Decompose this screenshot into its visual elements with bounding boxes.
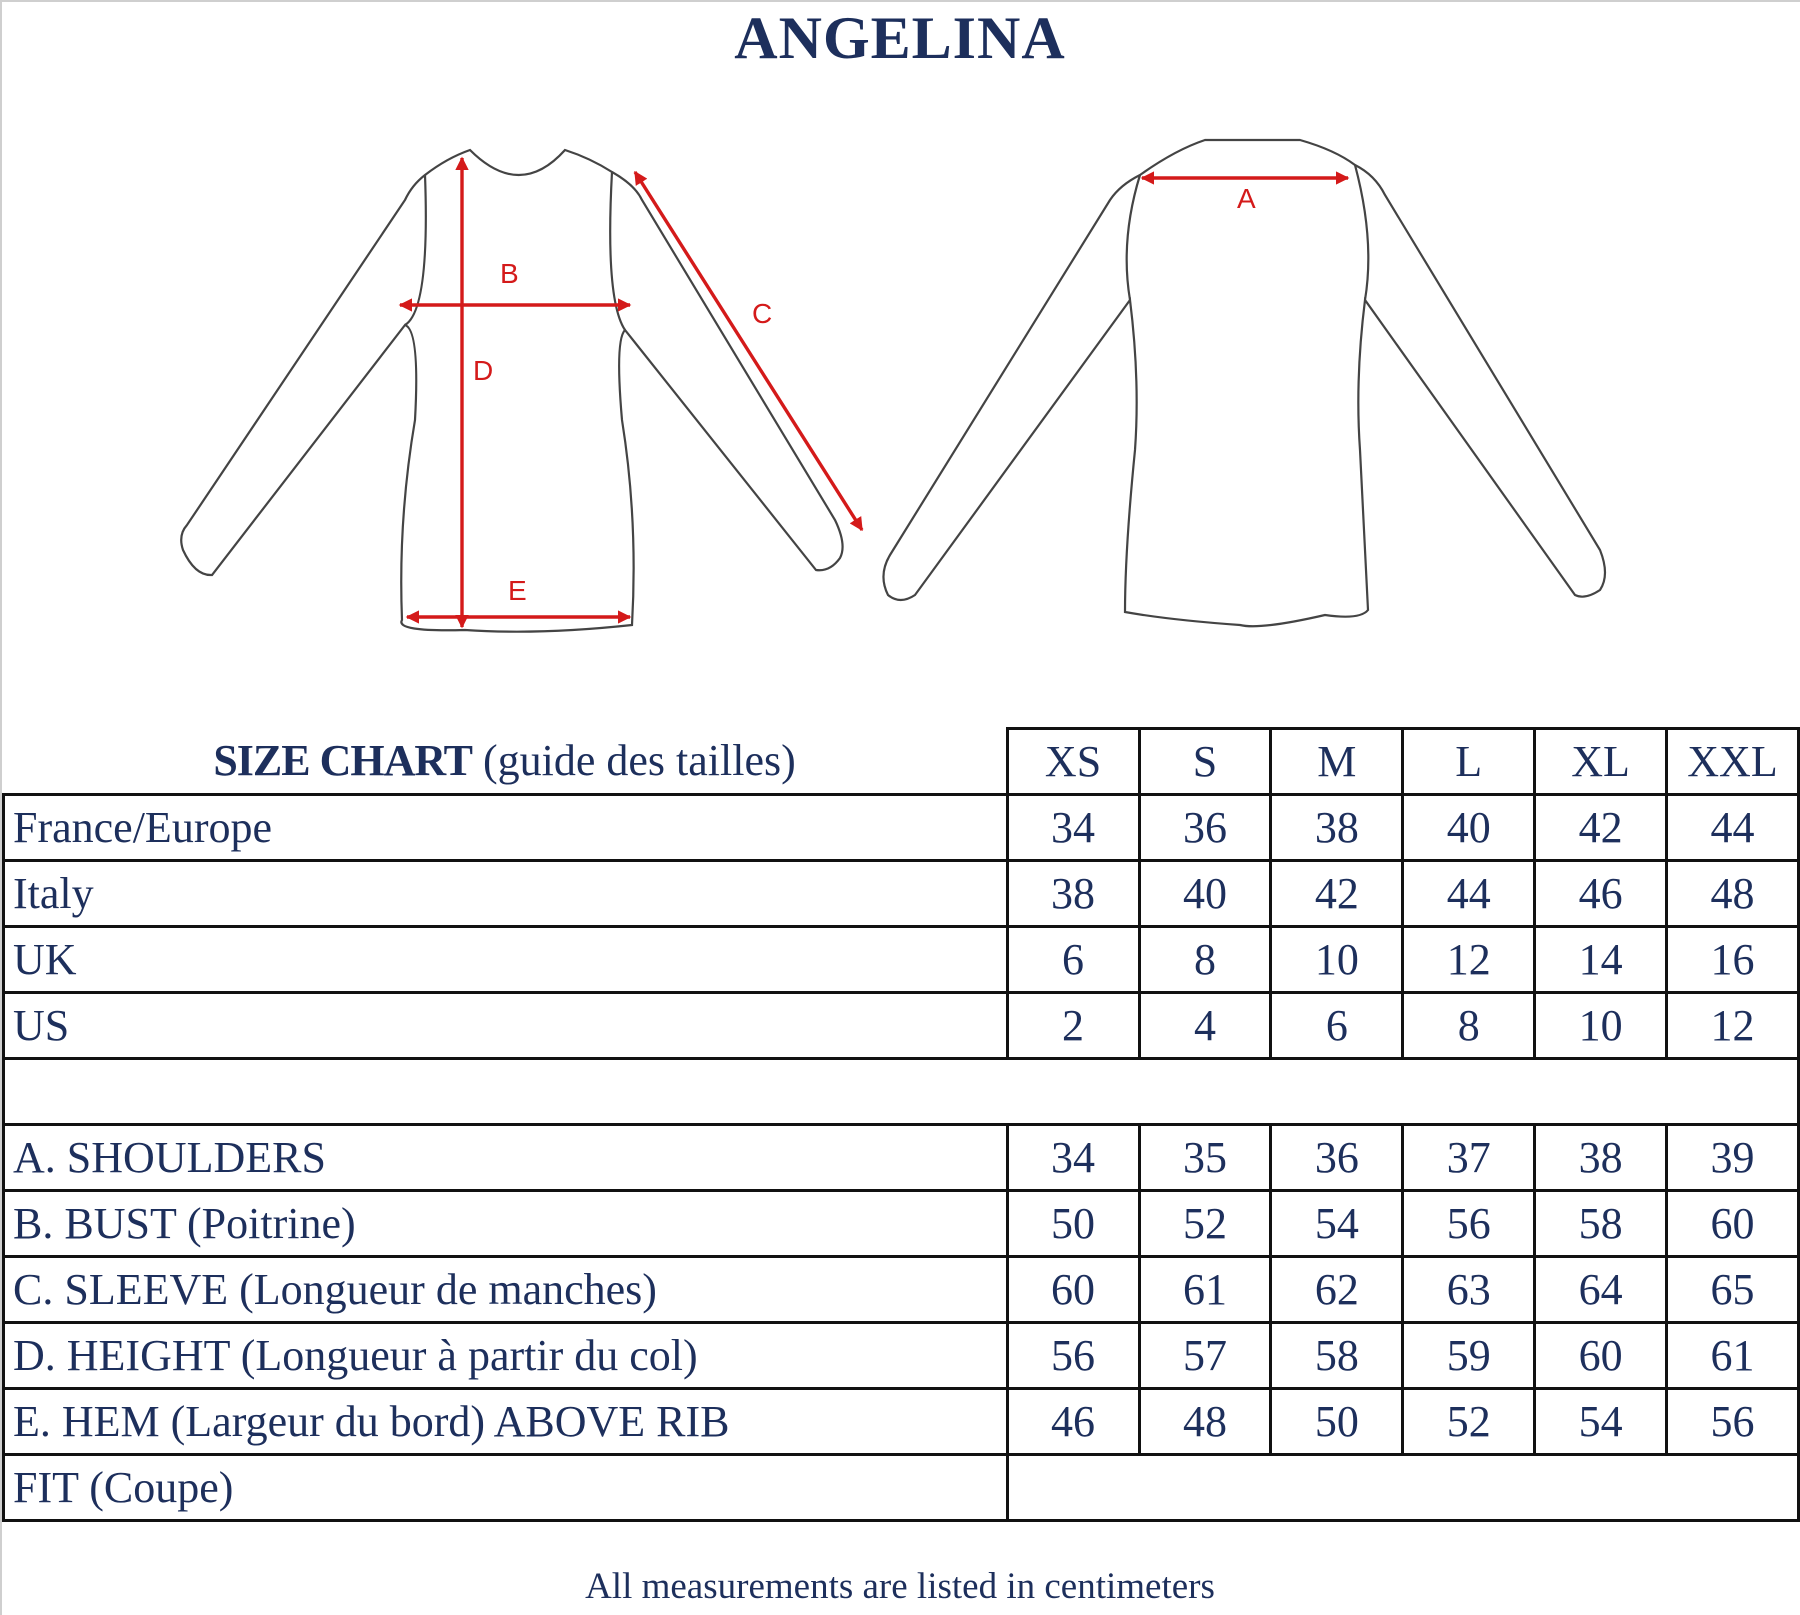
label-b: B	[500, 258, 519, 289]
footer-note: All measurements are listed in centimeters	[585, 1566, 1215, 1607]
table-cell: 52	[1403, 1389, 1535, 1455]
table-cell: 37	[1403, 1125, 1535, 1191]
front-view-sweater	[181, 150, 842, 632]
table-cell: 52	[1139, 1191, 1271, 1257]
label-c: C	[752, 298, 773, 329]
table-cell: 39	[1667, 1125, 1799, 1191]
table-cell: 34	[1007, 1125, 1139, 1191]
table-cell: 50	[1271, 1389, 1403, 1455]
spacer-cell	[4, 1059, 1799, 1125]
table-cell: 64	[1535, 1257, 1667, 1323]
table-cell: 46	[1535, 861, 1667, 927]
garment-diagram	[0, 0, 1800, 700]
row-label: A. SHOULDERS	[4, 1125, 1008, 1191]
table-cell: 4	[1139, 993, 1271, 1059]
fit-label: FIT (Coupe)	[4, 1455, 1008, 1521]
table-cell: 12	[1403, 927, 1535, 993]
table-cell: 48	[1139, 1389, 1271, 1455]
table-row	[4, 795, 1799, 861]
product-title: ANGELINA	[734, 5, 1066, 71]
table-cell: 46	[1007, 1389, 1139, 1455]
table-cell: 60	[1667, 1191, 1799, 1257]
table-cell: 16	[1667, 927, 1799, 993]
table-cell: 54	[1535, 1389, 1667, 1455]
table-cell: 36	[1271, 1125, 1403, 1191]
table-cell: 57	[1139, 1323, 1271, 1389]
table-cell: 65	[1667, 1257, 1799, 1323]
row-label: UK	[4, 927, 1008, 993]
table-cell: 10	[1271, 927, 1403, 993]
table-cell: 6	[1271, 993, 1403, 1059]
table-cell: 35	[1139, 1125, 1271, 1191]
row-label: C. SLEEVE (Longueur de manches)	[4, 1257, 1008, 1323]
size-chart-heading: SIZE CHART (guide des tailles)	[4, 729, 1008, 795]
size-header: M	[1271, 729, 1403, 795]
row-label: Italy	[4, 861, 1008, 927]
table-cell: 38	[1271, 795, 1403, 861]
table-cell: 38	[1535, 1125, 1667, 1191]
table-cell: 10	[1535, 993, 1667, 1059]
table-cell: 62	[1271, 1257, 1403, 1323]
table-cell: 36	[1139, 795, 1271, 861]
table-row	[4, 1257, 1799, 1323]
table-cell: 56	[1403, 1191, 1535, 1257]
size-header: L	[1403, 729, 1535, 795]
row-label: B. BUST (Poitrine)	[4, 1191, 1008, 1257]
table-row	[4, 1191, 1799, 1257]
table-cell: 56	[1667, 1389, 1799, 1455]
table-cell: 38	[1007, 861, 1139, 927]
table-cell: 54	[1271, 1191, 1403, 1257]
row-label: D. HEIGHT (Longueur à partir du col)	[4, 1323, 1008, 1389]
table-cell: 8	[1139, 927, 1271, 993]
table-row	[4, 993, 1799, 1059]
table-cell: 40	[1139, 861, 1271, 927]
table-cell: 44	[1667, 795, 1799, 861]
size-chart-table	[2, 727, 1800, 1522]
table-cell: 44	[1403, 861, 1535, 927]
row-label: E. HEM (Largeur du bord) ABOVE RIB	[4, 1389, 1008, 1455]
table-cell: 59	[1403, 1323, 1535, 1389]
size-header: XS	[1007, 729, 1139, 795]
size-header: XL	[1535, 729, 1667, 795]
table-cell: 63	[1403, 1257, 1535, 1323]
spacer-row	[4, 1059, 1799, 1125]
table-cell: 42	[1271, 861, 1403, 927]
label-e: E	[508, 575, 527, 606]
table-cell: 58	[1535, 1191, 1667, 1257]
table-row	[4, 927, 1799, 993]
size-header-row	[4, 729, 1799, 795]
table-cell: 8	[1403, 993, 1535, 1059]
table-cell: 60	[1535, 1323, 1667, 1389]
table-cell: 61	[1667, 1323, 1799, 1389]
table-cell: 60	[1007, 1257, 1139, 1323]
size-header: S	[1139, 729, 1271, 795]
label-a: A	[1237, 183, 1256, 214]
table-row	[4, 1125, 1799, 1191]
fit-value	[1007, 1455, 1798, 1521]
row-label: US	[4, 993, 1008, 1059]
table-row	[4, 1323, 1799, 1389]
table-row	[4, 1389, 1799, 1455]
table-cell: 42	[1535, 795, 1667, 861]
size-header: XXL	[1667, 729, 1799, 795]
table-cell: 40	[1403, 795, 1535, 861]
table-cell: 2	[1007, 993, 1139, 1059]
table-cell: 34	[1007, 795, 1139, 861]
row-label: France/Europe	[4, 795, 1008, 861]
table-cell: 61	[1139, 1257, 1271, 1323]
table-cell: 50	[1007, 1191, 1139, 1257]
table-cell: 48	[1667, 861, 1799, 927]
table-cell: 58	[1271, 1323, 1403, 1389]
table-cell: 12	[1667, 993, 1799, 1059]
table-row	[4, 861, 1799, 927]
fit-row	[4, 1455, 1799, 1521]
table-cell: 6	[1007, 927, 1139, 993]
table-cell: 56	[1007, 1323, 1139, 1389]
table-cell: 14	[1535, 927, 1667, 993]
label-d: D	[473, 355, 494, 386]
